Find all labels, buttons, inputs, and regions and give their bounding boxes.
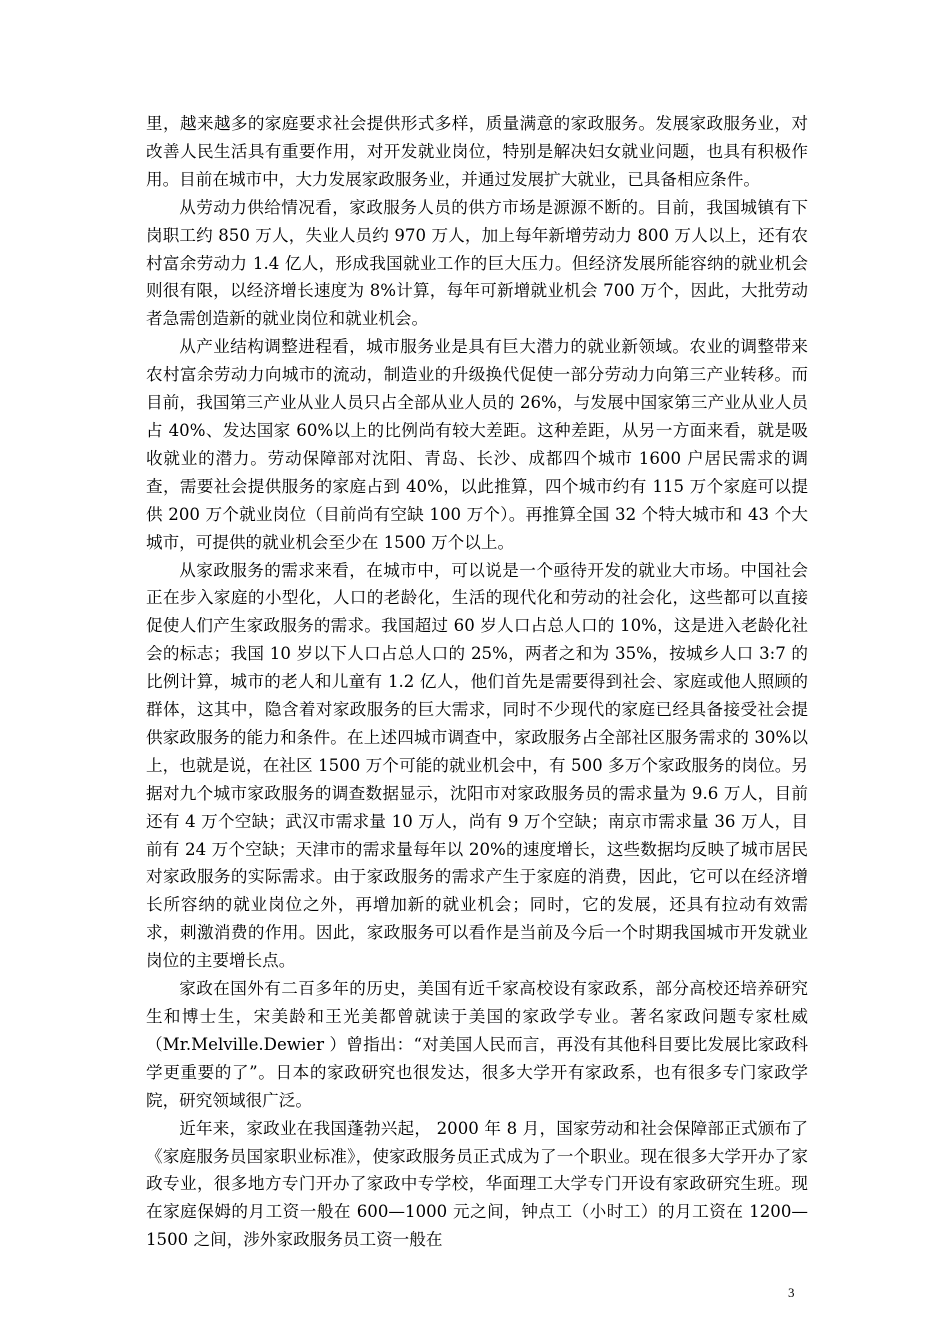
paragraph-recent-development: 近年来，家政业在我国蓬勃兴起， 2000 年 8 月，国家劳动和社会保障部正式颁布了《家庭服务员国家职业标准》，使家政服务员正式成为了一个职业。现在很多大学开办了家政专业，很多地方专门开办了家政中专学校，华面理工大学专门开设有家政研究生班。现在家庭保姆的月工资一般在 600—1000 元之间，钟点工（小时工）的月工资在 1200—1500 之间，涉外家政服务员工资一般在 <box>146 1118 808 1250</box>
body-text <box>146 110 808 1254</box>
paragraph-foreign-history: 家政在国外有二百多年的历史，美国有近千家高校设有家政系，部分高校还培养研究生和博士生，宋美龄和王光美都曾就读于美国的家政学专业。著名家政问题专家杜威（Mr.Melville.Dewier ）曾指出：“对美国人民而言，再没有其他科目要比发展比家政科学更重要的了”。日本的家政研究也很发达，很多大学开有家政系，也有很多专门家政学院，研究领域很广泛。 <box>146 979 808 1110</box>
paragraph-industry-structure: 从产业结构调整进程看，城市服务业是具有巨大潜力的就业新领域。农业的调整带来农村富余劳动力向城市的流动，制造业的升级换代促使一部分劳动力向第三产业转移。而目前，我国第三产业从业人员只占全部从业人员的 26%，与发展中国家第三产业从业人员占 40%、发达国家 60%以上的比例尚有较大差距。这种差距，从另一方面来看，就是吸收就业的潜力。劳动保障部对沈阳、青岛、长沙、成都四个城市 1600 户居民需求的调查，需要社会提供服务的家庭占到 40%，以此推算，四个城市约有 115 万个家庭可以提供 200 万个就业岗位（目前尚有空缺 100 万个）。再推算全国 32 个特大城市和 43 个大城市，可提供的就业机会至少在 1500 万个以上。 <box>146 337 808 552</box>
paragraph-labor-supply: 从劳动力供给情况看，家政服务人员的供方市场是源源不断的。目前，我国城镇有下岗职工约 850 万人，失业人员约 970 万人，加上每年新增劳动力 800 万人以上，还有农村富余劳动力 1.4 亿人，形成我国就业工作的巨大压力。但经济发展所能容纳的就业机会则很有限，以经济增长速度为 8%计算，每年可新增就业机会 700 万个，因此，大批劳动者急需创造新的就业岗位和就业机会。 <box>146 197 808 329</box>
page-number: 3 <box>788 1285 795 1300</box>
paragraph-continuation: 里，越来越多的家庭要求社会提供形式多样，质量满意的家政服务。发展家政服务业，对改善人民生活具有重要作用，对开发就业岗位，特别是解决妇女就业问题，也具有积极作用。目前在城市中，大力发展家政服务业，并通过发展扩大就业，已具备相应条件。 <box>146 114 808 189</box>
paragraph-service-demand: 从家政服务的需求来看，在城市中，可以说是一个亟待开发的就业大市场。中国社会正在步入家庭的小型化，人口的老龄化，生活的现代化和劳动的社会化，这些都可以直接促使人们产生家政服务的需求。我国超过 60 岁人口占总人口的 10%，这是进入老龄化社会的标志；我国 10 岁以下人口占总人口的 25%，两者之和为 35%，按城乡人口 3:7 的比例计算，城市的老人和儿童有 1.2 亿人，他们首先是需要得到社会、家庭或他人照顾的群体，这其中，隐含着对家政服务的巨大需求，同时不少现代的家庭已经具备接受社会提供家政服务的能力和条件。在上述四城市调查中，家政服务占全部社区服务需求的 30%以上，也就是说，在社区 1500 万个可能的就业机会中，有 500 多万个家政服务的岗位。另据对九个城市家政服务的调查数据显示，沈阳市对家政服务员的需求量为 9.6 万人，目前还有 4 万个空缺；武汉市需求量 10 万人，尚有 9 万个空缺；南京市需求量 36 万人，目前有 24 万个空缺；天津市的需求量每年以 20%的速度增长，这些数据均反映了城市居民对家政服务的实际需求。由于家政服务的需求产生于家庭的消费，因此，它可以在经济增长所容纳的就业岗位之外，再增加新的就业机会；同时，它的发展，还具有拉动有效需求，刺激消费的作用。因此，家政服务可以看作是当前及今后一个时期我国城市开发就业岗位的主要增长点。 <box>146 560 808 971</box>
